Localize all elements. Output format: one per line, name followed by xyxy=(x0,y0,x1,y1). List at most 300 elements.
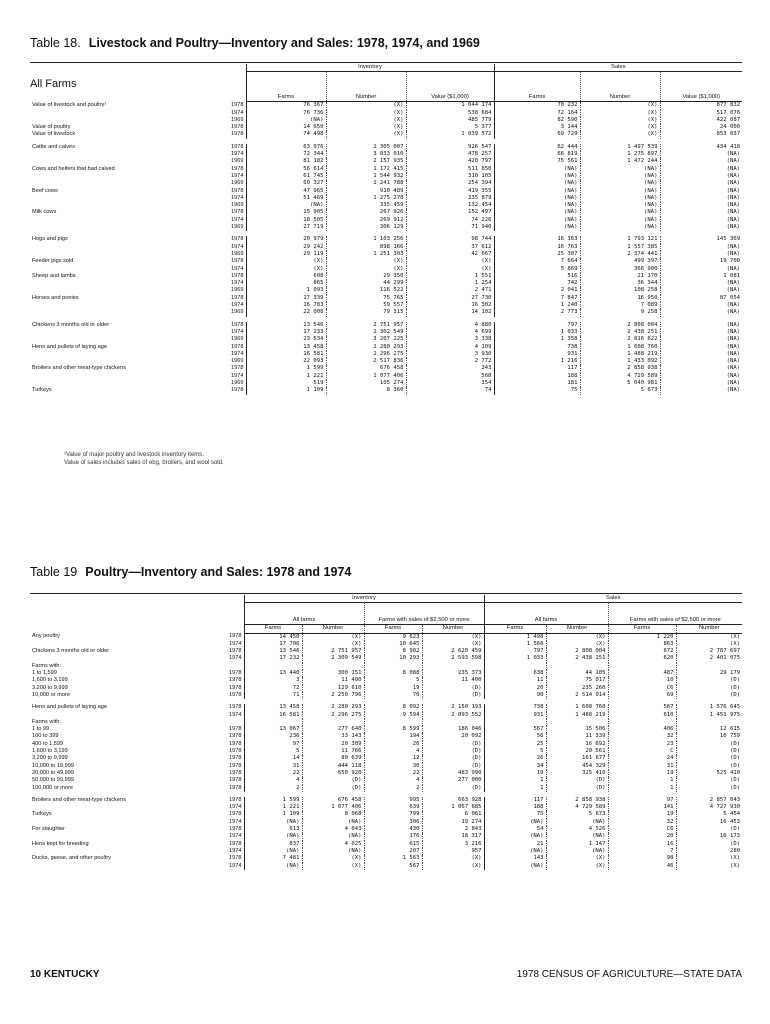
table-cell: 499 397 xyxy=(580,258,660,265)
table-cell: 738 xyxy=(494,344,580,351)
table-cell: 29 179 xyxy=(676,670,742,677)
table-cell: (X) xyxy=(326,124,406,131)
table-cell xyxy=(302,663,364,670)
table-cell: (NA) xyxy=(660,287,742,294)
table-cell: 82 590 xyxy=(494,117,580,124)
table-cell: 8 068 xyxy=(302,811,364,818)
row-label: Chickens 3 months old or older xyxy=(32,321,110,328)
table-row xyxy=(30,217,742,224)
table-cell: 1 793 121 xyxy=(580,236,660,243)
t18-cols-header: Farms xyxy=(494,72,580,102)
table-cell: 5 xyxy=(484,748,546,755)
table-cell xyxy=(244,719,302,726)
table-cell: 1 544 932 xyxy=(326,173,406,180)
table-cell: 97 xyxy=(244,741,302,748)
table-cell: 13 067 xyxy=(244,726,302,733)
table-cell: 29 242 xyxy=(246,244,326,251)
table-cell: 176 xyxy=(364,833,422,840)
table-cell: 14 xyxy=(244,755,302,762)
table-cell: 46 xyxy=(608,863,676,870)
table-cell: 2 093 552 xyxy=(422,712,484,719)
t18-cols-header: Number xyxy=(326,72,406,102)
table-cell: 797 xyxy=(494,322,580,329)
table-cell: 2 250 796 xyxy=(302,692,364,699)
table-cell: 23 534 xyxy=(246,336,326,343)
table-cell: 2 593 598 xyxy=(422,655,484,662)
table-row xyxy=(30,329,742,336)
table-cell: 19 xyxy=(608,770,676,777)
table-cell: 8 599 xyxy=(364,726,422,733)
table-row xyxy=(30,244,742,251)
table-cell: 2 858 938 xyxy=(580,365,660,372)
row-label xyxy=(30,195,210,202)
table-cell: 54 xyxy=(484,826,546,833)
row-label xyxy=(30,266,210,273)
table-cell: 1 563 xyxy=(364,855,422,862)
table-cell: 7 089 xyxy=(580,302,660,309)
table-row xyxy=(30,380,742,387)
table-cell: 269 912 xyxy=(326,217,406,224)
table-cell: 20 979 xyxy=(246,236,326,243)
table-row xyxy=(30,804,742,811)
table-cell: (NA) xyxy=(660,302,742,309)
row-year: 1978 xyxy=(229,762,242,769)
table-cell: 16 692 xyxy=(546,741,608,748)
table-cell: 4 025 xyxy=(302,841,364,848)
table-cell: (NA) xyxy=(660,309,742,316)
table-cell: (X) xyxy=(546,641,608,648)
table-cell: 2 517 836 xyxy=(326,358,406,365)
table-cell: 863 xyxy=(608,641,676,648)
row-label xyxy=(30,151,210,158)
table-cell: 72 344 xyxy=(246,151,326,158)
table-row xyxy=(30,704,742,711)
table-cell: 18 317 xyxy=(422,833,484,840)
table-cell: 30 xyxy=(364,763,422,770)
table-row xyxy=(30,144,742,151)
row-label xyxy=(30,358,210,365)
table-cell: 27 719 xyxy=(246,224,326,231)
table-cell xyxy=(484,663,546,670)
row-label: 50,000 to 99,999 xyxy=(32,777,74,784)
table-cell: 12 615 xyxy=(676,726,742,733)
row-label: Horses and ponies xyxy=(32,294,79,301)
table-cell: 2 514 014 xyxy=(546,692,608,699)
table-cell: 672 xyxy=(608,648,676,655)
table-18-section: All Farms xyxy=(30,78,77,90)
table-cell: 116 522 xyxy=(326,287,406,294)
row-label xyxy=(30,251,210,258)
table-cell: 1 xyxy=(608,777,676,784)
table-cell: 366 900 xyxy=(580,266,660,273)
table-cell: 2 296 275 xyxy=(302,712,364,719)
table-row xyxy=(30,202,742,209)
table-cell: 2 302 549 xyxy=(326,329,406,336)
row-year: 1978 xyxy=(229,740,242,747)
table-cell: (NA) xyxy=(494,195,580,202)
table-cell: 3 216 xyxy=(422,841,484,848)
row-label: Turkeys xyxy=(32,811,52,818)
table-cell: (NA) xyxy=(484,819,546,826)
table-cell: 16 173 xyxy=(676,833,742,840)
table-cell: 24 xyxy=(608,755,676,762)
row-label xyxy=(30,202,210,209)
table-cell: 20 xyxy=(484,685,546,692)
table-cell: (NA) xyxy=(660,173,742,180)
table-cell: 1 497 539 xyxy=(580,144,660,151)
table-cell: (D) xyxy=(676,685,742,692)
row-label: 100,000 or more xyxy=(32,784,74,791)
table-cell: 1 067 685 xyxy=(422,804,484,811)
table-cell: 3 144 xyxy=(494,124,580,131)
row-year: 1978 xyxy=(229,677,242,684)
t19-sub-header: Farms with sales of $2,500 or more xyxy=(364,603,484,625)
table-cell: 516 xyxy=(494,273,580,280)
row-label: Turkeys xyxy=(32,387,52,394)
table-cell: 910 489 xyxy=(326,188,406,195)
row-label xyxy=(30,833,208,840)
table-cell: 2 620 459 xyxy=(422,648,484,655)
table-cell: (X) xyxy=(326,117,406,124)
table-cell: 5 454 xyxy=(676,811,742,818)
table-cell: 11 xyxy=(484,677,546,684)
table-cell: 2 816 622 xyxy=(580,336,660,343)
table-cell: (X) xyxy=(326,131,406,138)
row-label: For slaughter xyxy=(32,826,65,833)
table-cell: 4 109 xyxy=(406,344,494,351)
table-cell: 16 581 xyxy=(246,351,326,358)
table-cell: 5 869 xyxy=(494,266,580,273)
table-cell xyxy=(302,719,364,726)
table-row xyxy=(30,251,742,258)
table-cell: (NA) xyxy=(660,365,742,372)
row-year: 1978 xyxy=(229,777,242,784)
table-cell: 1 566 xyxy=(484,641,546,648)
table-cell: (NA) xyxy=(660,251,742,258)
row-label: Broilers and other meat-type chickens xyxy=(32,796,126,803)
table-cell: (D) xyxy=(422,692,484,699)
table-cell: 2 xyxy=(364,785,422,792)
row-year: 1969 xyxy=(231,309,244,316)
table-cell: 29 119 xyxy=(246,251,326,258)
table-cell: 1 033 xyxy=(484,655,546,662)
table-cell: 306 xyxy=(364,819,422,826)
table-row xyxy=(30,309,742,316)
table-cell: 20 561 xyxy=(546,748,608,755)
row-year: 1969 xyxy=(231,358,244,365)
table-cell: 343 xyxy=(406,365,494,372)
row-label: Cattle and calves xyxy=(32,143,75,150)
table-cell: 105 274 xyxy=(326,380,406,387)
table-cell: 23 xyxy=(608,741,676,748)
table-cell: 19 xyxy=(484,770,546,777)
table-cell: (NA) xyxy=(580,224,660,231)
table-18-number: Table 18. xyxy=(30,36,81,50)
table-cell: (D) xyxy=(546,785,608,792)
table-cell: 26 xyxy=(364,741,422,748)
row-year: 1974 xyxy=(231,265,244,272)
row-label xyxy=(30,173,210,180)
table-cell: (X) xyxy=(580,124,660,131)
table-cell: (X) xyxy=(406,258,494,265)
table-cell: 2 438 251 xyxy=(580,329,660,336)
table-cell: 42 667 xyxy=(406,251,494,258)
table-cell: 738 xyxy=(484,704,546,711)
row-label xyxy=(30,351,210,358)
table-cell: (NA) xyxy=(580,173,660,180)
table-cell: 525 410 xyxy=(676,770,742,777)
table-cell: 483 990 xyxy=(422,770,484,777)
table-cell: 4 526 xyxy=(546,826,608,833)
table-cell: (X) xyxy=(326,266,406,273)
row-year: 1978 xyxy=(231,124,244,131)
table-cell: 1 599 xyxy=(246,365,326,372)
table-row xyxy=(30,677,742,684)
table-cell: 70 xyxy=(364,692,422,699)
table-cell: 36 344 xyxy=(580,280,660,287)
table-cell: 16 363 xyxy=(494,236,580,243)
table-cell: 2 808 004 xyxy=(580,322,660,329)
table-cell: 32 xyxy=(608,819,676,826)
table-row xyxy=(30,344,742,351)
table-cell: 638 xyxy=(484,670,546,677)
table-cell xyxy=(676,663,742,670)
table-row xyxy=(30,117,742,124)
row-year: 1978 xyxy=(231,321,244,328)
table-cell: 66 819 xyxy=(494,151,580,158)
table-cell: 676 458 xyxy=(326,365,406,372)
table-cell: (X) xyxy=(676,855,742,862)
table-cell: (NA) xyxy=(302,819,364,826)
table-cell: (D) xyxy=(676,741,742,748)
table-row xyxy=(30,358,742,365)
table-cell: 538 684 xyxy=(406,110,494,117)
row-label: Milk cows xyxy=(32,209,57,216)
table-cell: 2 857 043 xyxy=(676,797,742,804)
table-cell: 1 608 760 xyxy=(580,344,660,351)
table-cell: 1 240 xyxy=(494,302,580,309)
table-cell: 931 xyxy=(484,712,546,719)
table-cell: 4 043 xyxy=(302,826,364,833)
table-cell: (NA) xyxy=(580,202,660,209)
row-label: 1,600 to 3,199 xyxy=(32,748,68,755)
table-cell: 17 706 xyxy=(244,641,302,648)
table-cell: 7 481 xyxy=(244,855,302,862)
table-cell: 63 976 xyxy=(246,144,326,151)
table-19-number: Table 19 xyxy=(30,565,78,579)
table-cell: 143 xyxy=(484,855,546,862)
table-cell: 9 623 xyxy=(364,633,422,641)
table-cell: 1 472 244 xyxy=(580,158,660,165)
table-row xyxy=(30,158,742,165)
table-cell: 16 763 xyxy=(494,244,580,251)
t18-cols-header: Number xyxy=(580,72,660,102)
table-cell: 3 338 xyxy=(406,336,494,343)
table-cell: (D) xyxy=(422,748,484,755)
table-cell: 75 765 xyxy=(326,295,406,302)
table-cell: 11 400 xyxy=(422,677,484,684)
table-cell: 742 xyxy=(494,280,580,287)
table-cell: 69 729 xyxy=(494,131,580,138)
table-cell: 567 xyxy=(364,863,422,870)
table-cell: 20 xyxy=(608,833,676,840)
t19-group-inventory: Inventory xyxy=(244,595,484,603)
row-year: 1978 xyxy=(231,209,244,216)
row-year: 1978 xyxy=(229,769,242,776)
table-row xyxy=(30,151,742,158)
table-cell: 2 280 293 xyxy=(326,344,406,351)
table-cell: (D) xyxy=(546,777,608,784)
row-label: Any poultry xyxy=(32,633,60,640)
table-cell: (NA) xyxy=(660,224,742,231)
table-cell: (D) xyxy=(676,777,742,784)
table-cell: 194 xyxy=(364,733,422,740)
table-cell: 560 xyxy=(406,373,494,380)
table-cell: 29 350 xyxy=(326,273,406,280)
table-cell: (D) xyxy=(302,777,364,784)
table-row xyxy=(30,833,742,840)
table-cell: (NA) xyxy=(546,848,608,855)
row-year: 1969 xyxy=(231,287,244,294)
table-cell: 108 258 xyxy=(580,287,660,294)
table-cell: 3 930 xyxy=(406,351,494,358)
row-label xyxy=(30,819,208,826)
table-cell: 98 xyxy=(608,855,676,862)
table-cell: 519 xyxy=(246,380,326,387)
row-year: 1974 xyxy=(229,818,242,825)
table-18-rule xyxy=(30,62,742,63)
table-cell: 422 087 xyxy=(660,117,742,124)
table-cell: 2 808 004 xyxy=(546,648,608,655)
row-label: Value of livestock xyxy=(32,131,76,138)
row-label xyxy=(30,110,210,117)
row-label xyxy=(30,336,210,343)
table-cell: 26 xyxy=(484,755,546,762)
table-row xyxy=(30,741,742,748)
table-row xyxy=(30,236,742,243)
table-cell: (X) xyxy=(580,102,660,110)
table-cell: 8 902 xyxy=(364,648,422,655)
table-cell: 75 xyxy=(494,387,580,394)
table-cell: 434 418 xyxy=(660,144,742,151)
table-19-name: Poultry—Inventory and Sales: 1978 and 1974 xyxy=(85,565,352,579)
table-cell: (NA) xyxy=(660,373,742,380)
table-cell: 1 103 256 xyxy=(326,236,406,243)
table-row xyxy=(30,102,742,110)
table-cell: 129 610 xyxy=(302,685,364,692)
table-row xyxy=(30,655,742,662)
table-cell: 8 088 xyxy=(364,670,422,677)
row-year: 1974 xyxy=(229,640,242,647)
table-cell: 16 783 xyxy=(246,302,326,309)
table-row xyxy=(30,131,742,138)
table-cell: (X) xyxy=(302,855,364,862)
table-cell: (X) xyxy=(422,855,484,862)
table-cell: 18 505 xyxy=(246,217,326,224)
table-18-name: Livestock and Poultry—Inventory and Sales: 1978, 1974, and 1969 xyxy=(88,36,480,50)
table-cell: 2 471 xyxy=(406,287,494,294)
t19-cols-header: Number xyxy=(422,625,484,633)
table-cell: 797 xyxy=(484,648,546,655)
table-cell: (NA) xyxy=(660,387,742,394)
table-row xyxy=(30,641,742,648)
table-cell: (NA) xyxy=(660,166,742,173)
table-cell: 615 xyxy=(364,841,422,848)
table-cell: 15 905 xyxy=(246,209,326,216)
table-cell: 25 307 xyxy=(494,251,580,258)
table-cell: 837 xyxy=(244,841,302,848)
table-row xyxy=(30,826,742,833)
table-cell: 2 296 275 xyxy=(326,351,406,358)
table-cell: 1 358 xyxy=(494,336,580,343)
table-cell: 11 766 xyxy=(302,748,364,755)
table-cell: 13 546 xyxy=(246,322,326,329)
table-cell: 16 581 xyxy=(244,712,302,719)
row-label xyxy=(30,309,210,316)
table-cell: 1 xyxy=(484,785,546,792)
row-year: 1978 xyxy=(229,648,242,655)
table-cell: 957 xyxy=(422,848,484,855)
table-cell: 47 965 xyxy=(246,188,326,195)
table-cell: 567 xyxy=(608,704,676,711)
table-row xyxy=(30,819,742,826)
table-cell: (NA) xyxy=(660,344,742,351)
table-cell: 70 232 xyxy=(494,102,580,110)
table-cell: 2 305 007 xyxy=(326,144,406,151)
table-row xyxy=(30,387,742,394)
row-label xyxy=(30,287,210,294)
table-cell: 306 129 xyxy=(326,224,406,231)
row-label: 10,000 to 19,999 xyxy=(32,762,74,769)
table-cell: (D) xyxy=(676,692,742,699)
table-cell: 5 xyxy=(364,677,422,684)
table-cell: 74 226 xyxy=(406,217,494,224)
table-row xyxy=(30,692,742,699)
table-row xyxy=(30,166,742,173)
table-cell: 277 640 xyxy=(302,726,364,733)
table-cell: (NA) xyxy=(494,217,580,224)
table-cell: 7 xyxy=(608,848,676,855)
table-cell: C xyxy=(608,748,676,755)
table-cell: 22 093 xyxy=(246,358,326,365)
table-row xyxy=(30,266,742,273)
table-cell: 34 xyxy=(484,763,546,770)
table-cell xyxy=(422,663,484,670)
row-label xyxy=(30,280,210,287)
table-cell: (NA) xyxy=(660,351,742,358)
table-cell: 117 xyxy=(494,365,580,372)
table-cell: (NA) xyxy=(660,195,742,202)
table-cell: (X) xyxy=(422,863,484,870)
table-cell: 16 453 xyxy=(676,819,742,826)
table-cell: (NA) xyxy=(660,217,742,224)
table-cell: 4 xyxy=(244,777,302,784)
table-cell: 1 551 xyxy=(406,273,494,280)
table-cell: 5 040 981 xyxy=(580,380,660,387)
table-cell: 1 172 415 xyxy=(326,166,406,173)
table-cell: 1 576 645 xyxy=(676,704,742,711)
table-cell xyxy=(364,663,422,670)
row-label: Hens and pullets of laying age xyxy=(32,704,107,711)
row-year: 1974 xyxy=(229,833,242,840)
table-cell: 235 260 xyxy=(546,685,608,692)
row-label: Chickens 3 months old or older xyxy=(32,648,110,655)
table-cell: 12 xyxy=(364,755,422,762)
row-year: 1974 xyxy=(231,216,244,223)
row-year: 1978 xyxy=(229,691,242,698)
table-cell: 75 561 xyxy=(494,158,580,165)
table-cell: (NA) xyxy=(660,202,742,209)
